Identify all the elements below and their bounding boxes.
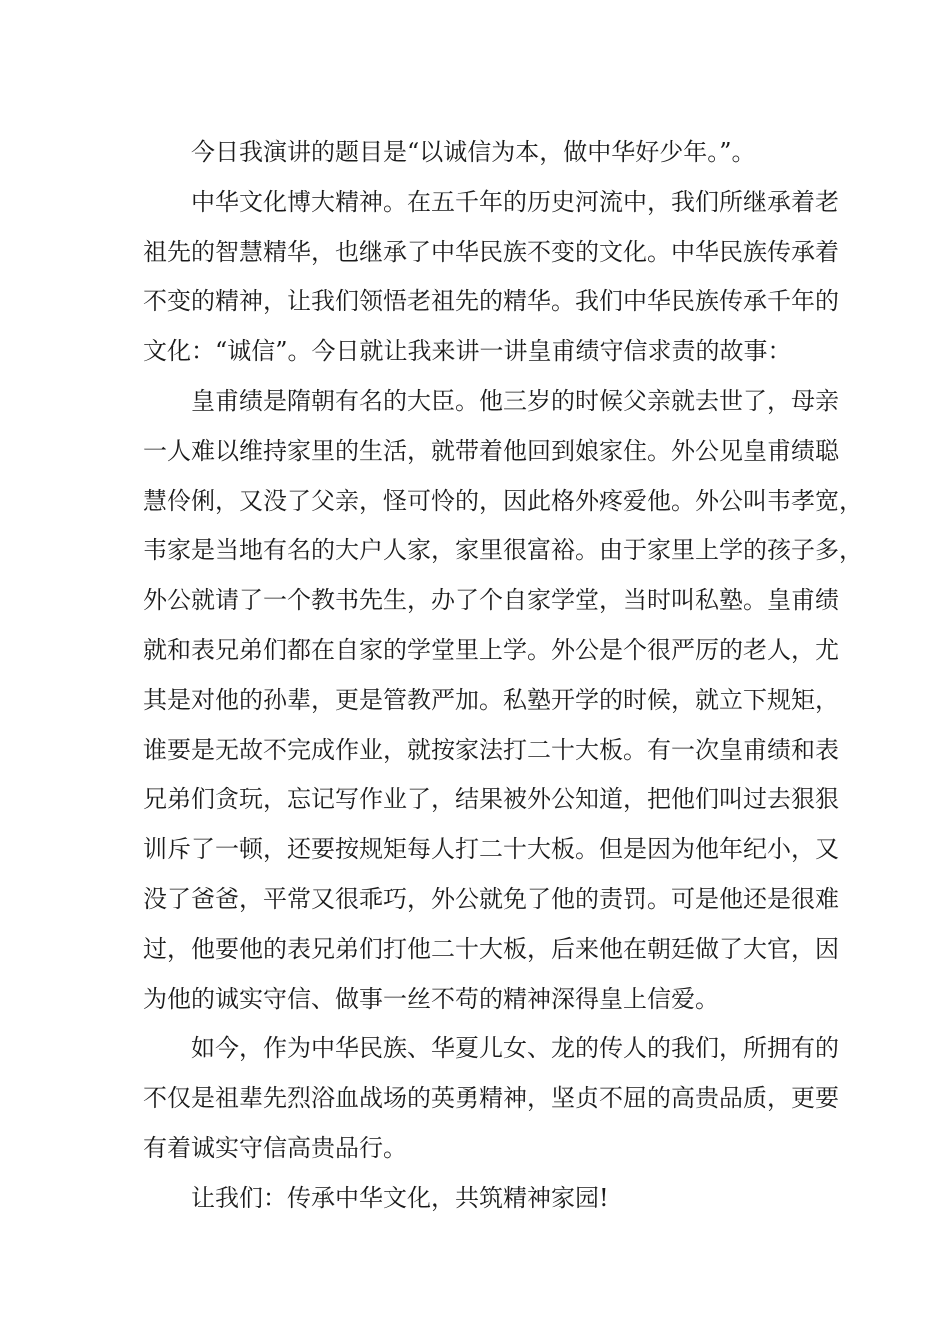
document-body [143,128,863,1224]
text-line: 让我们：传承中华文化，共筑精神家园! [191,1183,609,1212]
text-line: 有着诚实守信高贵品行。 [143,1133,407,1162]
text-line: 皇甫绩是隋朝有名的大臣。他三岁的时候父亲就去世了，母亲 [191,386,839,415]
text-line: 其是对他的孙辈，更是管教严加。私塾开学的时候，就立下规矩， [143,685,839,714]
text-line: 慧伶俐，又没了父亲，怪可怜的，因此格外疼爱他。外公叫韦孝宽， [143,486,863,515]
text-line: 中华文化博大精神。在五千年的历史河流中，我们所继承着老 [191,187,839,216]
paragraph-closing-call [143,1174,823,1224]
paragraph-chinese-culture [143,178,839,377]
text-line: 一人难以维持家里的生活，就带着他回到娘家住。外公见皇甫绩聪 [143,436,839,465]
text-line: 训斥了一顿，还要按规矩每人打二十大板。但是因为他年纪小，又 [143,835,839,864]
paragraph-modern-inheritance [143,1024,839,1173]
text-line: 韦家是当地有名的大户人家，家里很富裕。由于家里上学的孩子多， [143,536,863,565]
text-line: 为他的诚实守信、做事一丝不苟的精神深得皇上信爱。 [143,984,719,1013]
text-line: 不变的精神，让我们领悟老祖先的精华。我们中华民族传承千年的 [143,287,839,316]
text-line: 兄弟们贪玩，忘记写作业了，结果被外公知道，把他们叫过去狠狠 [143,785,839,814]
paragraph-speech-title [143,128,823,178]
text-line: 文化：“诚信”。今日就让我来讲一讲皇甫绩守信求责的故事： [143,337,792,366]
paragraph-huangfu-ji-story [143,377,863,1024]
text-line: 不仅是祖辈先烈浴血战场的英勇精神，坚贞不屈的高贵品质，更要 [143,1084,839,1113]
text-line: 今日我演讲的题目是“以诚信为本，做中华好少年。”。 [191,138,756,166]
text-line: 如今，作为中华民族、华夏儿女、龙的传人的我们，所拥有的 [191,1034,839,1063]
text-line: 就和表兄弟们都在自家的学堂里上学。外公是个很严厉的老人，尤 [143,635,839,664]
text-line: 祖先的智慧精华，也继承了中华民族不变的文化。中华民族传承着 [143,237,839,266]
text-line: 没了爸爸，平常又很乖巧，外公就免了他的责罚。可是他还是很难 [143,884,839,913]
text-line: 过，他要他的表兄弟们打他二十大板，后来他在朝廷做了大官，因 [143,934,839,963]
text-line: 谁要是无故不完成作业，就按家法打二十大板。有一次皇甫绩和表 [143,735,839,764]
text-line: 外公就请了一个教书先生，办了个自家学堂，当时叫私塾。皇甫绩 [143,586,839,615]
